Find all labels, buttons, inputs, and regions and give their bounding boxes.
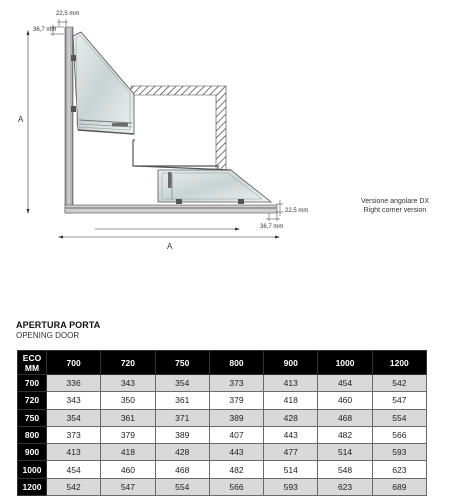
table-subtitle: OPENING DOOR [16,331,80,340]
row-header: 900 [18,444,47,461]
column-header: 1000 [318,351,372,375]
table-cell: 542 [372,375,426,392]
dimension-a-vertical [27,30,30,214]
table-row [18,444,427,461]
version-label-en: Right corner version [363,207,427,214]
table-cell: 460 [318,392,372,409]
table-cell: 443 [264,426,318,443]
column-header: 720 [101,351,155,375]
table-cell: 623 [372,461,426,478]
table-cell: 428 [264,409,318,426]
table-cell: 454 [318,375,372,392]
table-cell: 443 [209,444,263,461]
table-cell: 389 [155,426,209,443]
table-cell: 514 [318,444,372,461]
row-header: 1200 [18,478,47,495]
table-cell: 468 [155,461,209,478]
corner-version-note [345,197,445,215]
left-wall-profile [65,27,73,213]
table-row [18,392,427,409]
table-cell: 418 [264,392,318,409]
table-cell: 361 [101,409,155,426]
table-title: APERTURA PORTA [16,320,101,330]
table-row [18,461,427,478]
table-cell: 460 [101,461,155,478]
dimension-a-vertical-label: A [18,115,24,124]
door-opening-table [17,350,427,496]
corner-label-eco: ECO [22,352,42,363]
column-header: 750 [155,351,209,375]
column-header: 1200 [372,351,426,375]
dim-right-width-label: 36,7 mm [260,224,284,230]
table-cell: 336 [47,375,101,392]
table-cell: 593 [372,444,426,461]
row-header: 800 [18,426,47,443]
column-header: 700 [47,351,101,375]
table-cell: 343 [101,375,155,392]
table-cell: 428 [155,444,209,461]
row-header: 720 [18,392,47,409]
row-header: 700 [18,375,47,392]
table-cell: 379 [101,426,155,443]
column-header: 900 [264,351,318,375]
row-header: 750 [18,409,47,426]
table-cell: 379 [209,392,263,409]
table-cell: 548 [318,461,372,478]
table-cell: 547 [372,392,426,409]
table-cell: 547 [101,478,155,495]
table-cell: 418 [101,444,155,461]
bottom-wall-profile [65,205,277,213]
table-cell: 373 [209,375,263,392]
table-cell: 354 [47,409,101,426]
table-cell: 477 [264,444,318,461]
row-header: 1000 [18,461,47,478]
table-cell: 623 [318,478,372,495]
corner-label-mm: MM [24,362,40,373]
table-cell: 468 [318,409,372,426]
table-cell: 407 [209,426,263,443]
table-cell: 566 [372,426,426,443]
column-header: 800 [209,351,263,375]
table-cell: 482 [209,461,263,478]
table-cell: 343 [47,392,101,409]
dim-right-height-label: 22,5 mm [285,208,309,214]
table-row [18,409,427,426]
table-cell: 413 [47,444,101,461]
table-cell: 413 [264,375,318,392]
tray-outline [133,140,218,170]
table-cell: 554 [372,409,426,426]
table-row [18,375,427,392]
dimension-a-horizontal-label: A [167,242,173,251]
table-cell: 361 [155,392,209,409]
table-cell: 566 [209,478,263,495]
table-heading [16,320,100,340]
upper-glass-door [71,32,134,134]
dim-top-height-label: 36,7 mm [33,27,57,33]
lower-glass-door [136,166,271,204]
table-cell: 354 [155,375,209,392]
table-cell: 593 [264,478,318,495]
table-cell: 454 [47,461,101,478]
table-header-row [18,351,427,375]
table-corner-cell [18,351,47,375]
table-cell: 514 [264,461,318,478]
table-row [18,478,427,495]
table-row [18,426,427,443]
table-cell: 373 [47,426,101,443]
table-cell: 482 [318,426,372,443]
version-label-it: Versione angolare DX [360,198,430,205]
table-cell: 371 [155,409,209,426]
table-cell: 689 [372,478,426,495]
table-cell: 389 [209,409,263,426]
table-cell: 542 [47,478,101,495]
dimension-a-horizontal [58,236,280,239]
table-cell: 350 [101,392,155,409]
dim-top-width-label: 22,5 mm [56,11,80,17]
door-opening-arrow [95,228,240,231]
table-cell: 554 [155,478,209,495]
wall-hatched [131,86,226,170]
